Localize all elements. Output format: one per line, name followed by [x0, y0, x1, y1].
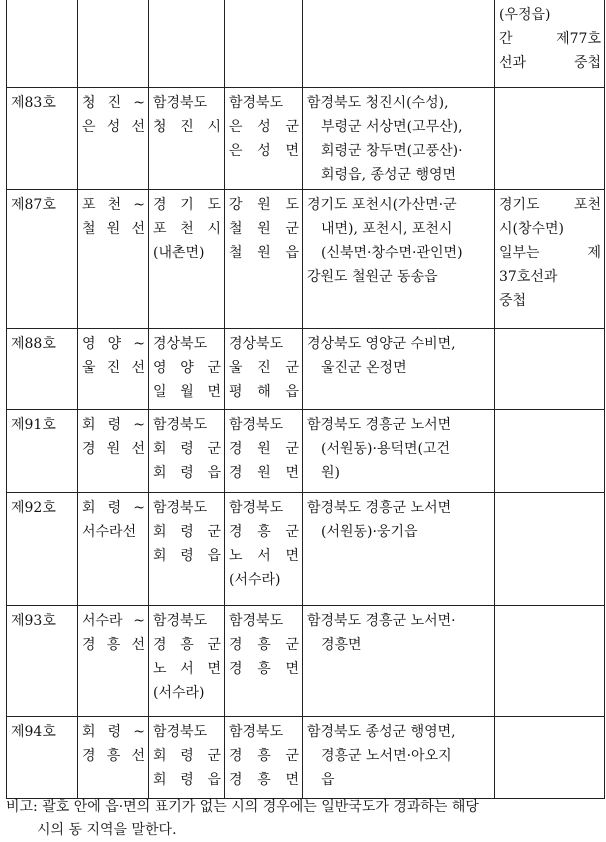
route-number-cell — [7, 717, 78, 799]
waypoints-line: 내면), 포천시, 포천시 — [321, 221, 453, 237]
note-cell — [495, 190, 605, 329]
route-name-line: 영 양 ~ — [82, 336, 145, 352]
route-number: 제83호 — [11, 95, 56, 111]
table-row — [7, 717, 605, 799]
start-point-line: 함경북도 — [153, 500, 208, 516]
end-point-cell — [225, 190, 303, 329]
route-name-line: 은 성 선 — [82, 119, 145, 135]
table-row — [7, 329, 605, 410]
end-point-cell — [225, 88, 303, 190]
remark-line-1: 비고: 괄호 안에 읍·면의 표기가 없는 시의 경우에는 일반국도가 경과하는 해당 — [6, 799, 479, 815]
waypoints-line: 원) — [321, 465, 340, 481]
remark-line-2: 시의 동 지역을 말한다. — [37, 822, 177, 838]
end-point-cell — [225, 0, 303, 88]
start-point-cell — [149, 0, 225, 88]
waypoints-line: 함경북도 경흥군 노서면 — [307, 417, 452, 433]
table-row — [7, 606, 605, 717]
route-number-cell — [7, 190, 78, 329]
start-point-line: 함경북도 — [153, 95, 208, 111]
note-cell — [495, 0, 605, 88]
waypoints-cell — [303, 0, 495, 88]
end-point-line: 경 흥 군 — [229, 748, 299, 764]
table-row — [7, 190, 605, 329]
start-point-line: 회 령 읍 — [153, 548, 221, 564]
waypoints-line: (서원동)·웅기읍 — [321, 524, 418, 540]
waypoints-line: 함경북도 종성군 행영면, — [307, 724, 456, 740]
note-cell — [495, 606, 605, 717]
end-point-line: 경상북도 — [229, 336, 284, 352]
note-cell — [495, 88, 605, 190]
start-point-line: 청 진 시 — [153, 119, 221, 135]
route-name-line: 회 령 ~ — [82, 500, 145, 516]
route-name-line: 포 천 ~ — [82, 197, 145, 213]
end-point-line: 노 서 면 — [229, 548, 299, 564]
waypoints-line: 함경북도 경흥군 노서면 — [307, 500, 452, 516]
waypoints-line: 함경북도 청진시(수성), — [307, 95, 449, 111]
end-point-line: 경 흥 군 — [229, 637, 299, 653]
end-point-line: 함경북도 — [229, 613, 284, 629]
route-name-cell — [78, 410, 149, 493]
end-point-line: 평 해 읍 — [229, 384, 299, 400]
start-point-line: 함경북도 — [153, 613, 208, 629]
note-line: 중첩 — [499, 293, 527, 309]
route-name-cell — [78, 493, 149, 606]
waypoints-cell — [303, 88, 495, 190]
note-line: 일부는 제 — [499, 245, 601, 261]
start-point-cell — [149, 493, 225, 606]
end-point-line: 철 원 읍 — [229, 245, 299, 261]
start-point-line: 회 령 군 — [153, 524, 221, 540]
route-number: 제88호 — [11, 336, 56, 352]
start-point-cell — [149, 606, 225, 717]
end-point-cell — [225, 717, 303, 799]
start-point-cell — [149, 410, 225, 493]
route-name-line: 철 원 선 — [82, 221, 145, 237]
start-point-line: 포 천 시 — [153, 221, 221, 237]
start-point-line: 회 령 군 — [153, 441, 221, 457]
waypoints-line: 부령군 서상면(고무산), — [321, 119, 463, 135]
start-point-cell — [149, 329, 225, 410]
note-cell — [495, 493, 605, 606]
start-point-line: 회 령 읍 — [153, 465, 221, 481]
waypoints-line: (신북면·창수면·관인면) — [321, 245, 463, 261]
start-point-line: 경상북도 — [153, 336, 208, 352]
route-name-line: 서수라선 — [82, 524, 137, 540]
waypoints-line: 울진군 온정면 — [321, 360, 407, 376]
end-point-line: 경 원 군 — [229, 441, 299, 457]
end-point-line: 은 성 군 — [229, 119, 299, 135]
start-point-line: (서수라) — [153, 685, 205, 701]
start-point-line: 회 령 군 — [153, 748, 221, 764]
end-point-line: 경 흥 군 — [229, 524, 299, 540]
route-name-line: 경 흥 선 — [82, 748, 145, 764]
start-point-line: (내촌면) — [153, 245, 205, 261]
route-number-cell — [7, 0, 78, 88]
route-number-cell — [7, 493, 78, 606]
end-point-line: 경 흥 면 — [229, 772, 299, 788]
route-name-cell — [78, 606, 149, 717]
start-point-line: 일 월 면 — [153, 384, 221, 400]
note-cell — [495, 410, 605, 493]
waypoints-line: 경흥군 노서면·아오지 — [321, 748, 452, 764]
route-number: 제92호 — [11, 500, 56, 516]
waypoints-cell — [303, 493, 495, 606]
start-point-cell — [149, 190, 225, 329]
route-table — [6, 0, 605, 799]
route-name-line: 울 진 선 — [82, 360, 145, 376]
note-line: 37호선과 — [499, 269, 558, 285]
waypoints-line: 함경북도 경흥군 노서면· — [307, 613, 456, 629]
waypoints-cell — [303, 717, 495, 799]
end-point-cell — [225, 493, 303, 606]
end-point-line: 함경북도 — [229, 724, 284, 740]
route-name-cell — [78, 717, 149, 799]
route-number: 제87호 — [11, 197, 56, 213]
route-number: 제94호 — [11, 724, 56, 740]
start-point-cell — [149, 717, 225, 799]
end-point-cell — [225, 606, 303, 717]
table-row — [7, 493, 605, 606]
route-name-line: 회 령 ~ — [82, 417, 145, 433]
waypoints-cell — [303, 329, 495, 410]
route-name-line: 청 진 ~ — [82, 95, 145, 111]
route-name-line: 회 령 ~ — [82, 724, 145, 740]
route-number: 제91호 — [11, 417, 56, 433]
note-line: 간 제77호 — [499, 31, 601, 47]
start-point-line: 영 양 군 — [153, 360, 221, 376]
route-number-cell — [7, 88, 78, 190]
waypoints-line: 회령군 창두면(고풍산)· — [321, 143, 463, 159]
waypoints-line: 경상북도 영양군 수비면, — [307, 336, 456, 352]
waypoints-line: 회령읍, 종성군 행영면 — [321, 167, 457, 183]
table-row — [7, 88, 605, 190]
start-point-line: 함경북도 — [153, 724, 208, 740]
end-point-line: (서수라) — [229, 572, 281, 588]
table-row — [7, 410, 605, 493]
waypoints-cell — [303, 190, 495, 329]
route-name-line: 서수라 ~ — [82, 613, 145, 629]
start-point-line: 함경북도 — [153, 417, 208, 433]
note-line: 선과 중첩 — [499, 55, 601, 71]
end-point-line: 강 원 도 — [229, 197, 299, 213]
route-number-cell — [7, 606, 78, 717]
note-cell — [495, 717, 605, 799]
route-name-cell — [78, 88, 149, 190]
waypoints-line: 읍 — [321, 772, 335, 788]
end-point-line: 함경북도 — [229, 95, 284, 111]
route-table-body — [7, 0, 605, 799]
route-number-cell — [7, 329, 78, 410]
end-point-line: 경 흥 면 — [229, 661, 299, 677]
end-point-line: 은 성 면 — [229, 143, 299, 159]
route-number: 제93호 — [11, 613, 56, 629]
waypoints-line: 경흥면 — [321, 637, 362, 653]
start-point-line: 경 흥 군 — [153, 637, 221, 653]
end-point-line: 경 원 면 — [229, 465, 299, 481]
start-point-line: 경 기 도 — [153, 197, 221, 213]
end-point-cell — [225, 410, 303, 493]
start-point-cell — [149, 88, 225, 190]
note-line: 경기도 포천 — [499, 197, 601, 213]
start-point-line: 노 서 면 — [153, 661, 221, 677]
waypoints-line: 강원도 철원군 동송읍 — [307, 269, 438, 285]
note-cell — [495, 329, 605, 410]
waypoints-cell — [303, 606, 495, 717]
route-name-cell — [78, 329, 149, 410]
start-point-line: 회 령 읍 — [153, 772, 221, 788]
table-row — [7, 0, 605, 88]
route-name-line: 경 흥 선 — [82, 637, 145, 653]
waypoints-line: 경기도 포천시(가산면·군 — [307, 197, 457, 213]
waypoints-cell — [303, 410, 495, 493]
end-point-line: 함경북도 — [229, 417, 284, 433]
waypoints-line: (서원동)·용덕면(고건 — [321, 441, 451, 457]
end-point-cell — [225, 329, 303, 410]
route-name-line: 경 원 선 — [82, 441, 145, 457]
route-name-cell — [78, 190, 149, 329]
end-point-line: 함경북도 — [229, 500, 284, 516]
remark — [6, 796, 606, 842]
end-point-line: 울 진 군 — [229, 360, 299, 376]
route-name-cell — [78, 0, 149, 88]
note-line: 시(창수면) — [499, 221, 565, 237]
route-number-cell — [7, 410, 78, 493]
note-line: (우정읍) — [499, 7, 551, 23]
end-point-line: 철 원 군 — [229, 221, 299, 237]
